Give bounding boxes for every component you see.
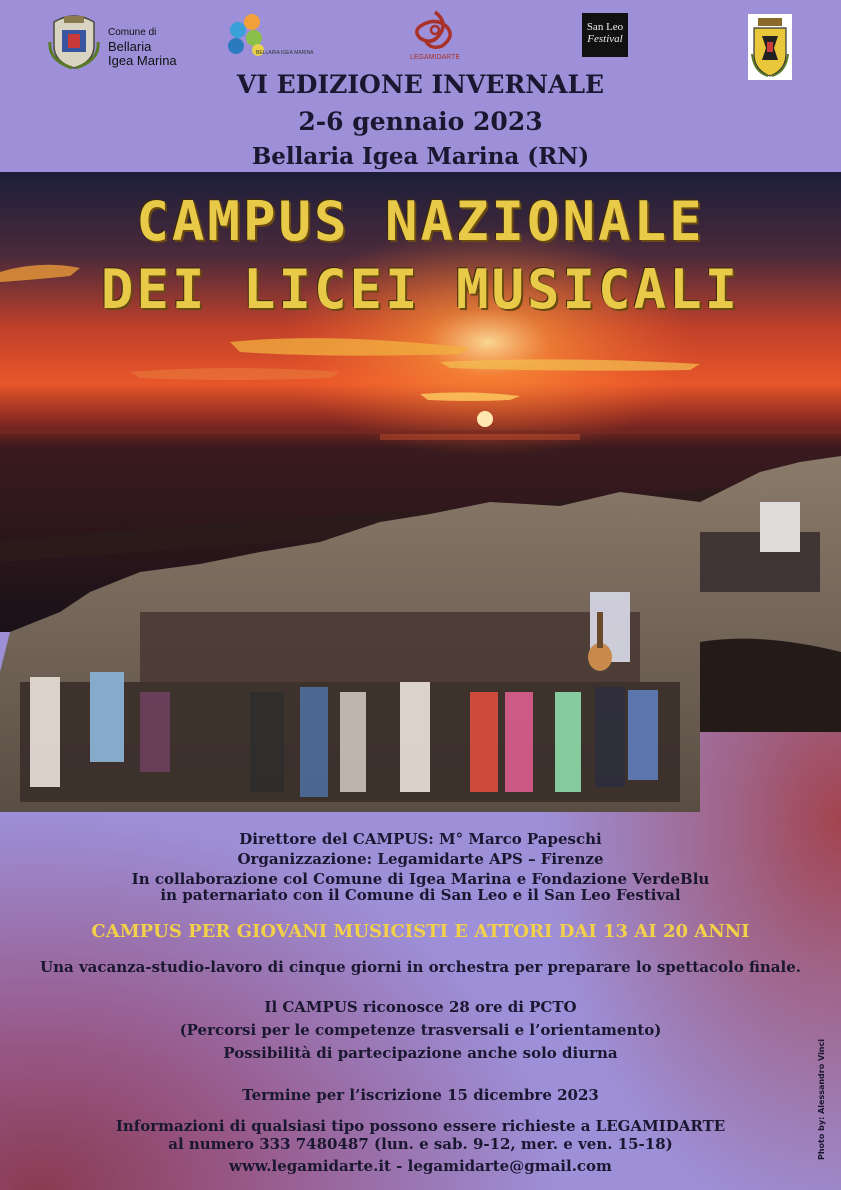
sanleo-festival-logo: [582, 13, 628, 57]
pcto-text-2: (Percorsi per le competenze trasversali e l’orientamento): [179, 1021, 662, 1039]
verdeblu-logo: [222, 12, 322, 62]
collaboration-text: In collaborazione col Comune di Igea Marina e Fondazione VerdeBlu: [131, 870, 710, 888]
campus-title-line1: CAMPUS NAZIONALE: [136, 190, 705, 253]
pcto-text-3: Possibilità di partecipazione anche solo diurna: [223, 1044, 618, 1062]
bellaria-label-small: Comune di: [108, 27, 157, 38]
bellaria-label-name2: Igea Marina: [108, 53, 177, 68]
contact-text-1: Informazioni di qualsiasi tipo possono essere richieste a LEGAMIDARTE: [115, 1117, 726, 1135]
contact-text-2: al numero 333 7480487 (lun. e sab. 9-12, mer. e ven. 15-18): [168, 1135, 673, 1153]
sanleo-label-2: Festival: [587, 33, 623, 45]
partnership-text: in paternariato con il Comune di San Leo e il San Leo Festival: [160, 886, 681, 904]
campus-title-line2: DEI LICEI MUSICALI: [100, 258, 741, 321]
bellaria-label-name1: Bellaria: [108, 39, 152, 54]
pcto-text-1: Il CAMPUS riconosce 28 ore di PCTO: [264, 998, 577, 1016]
legamidarte-knot-icon: [412, 8, 458, 52]
bellaria-logo: [48, 12, 198, 72]
photo-credit: [817, 1030, 829, 1160]
edition-heading: VI EDIZIONE INVERNALE: [236, 70, 605, 99]
organization-text: Organizzazione: Legamidarte APS – Firenze: [237, 850, 604, 868]
verdeblu-text: BELLARIA IGEA MARINA: [256, 50, 314, 56]
sanleo-label-1: San Leo: [586, 21, 624, 33]
bellaria-crest-icon: [48, 12, 100, 70]
logo-row: [0, 0, 841, 80]
web-contact-link[interactable]: www.legamidarte.it - legamidarte@gmail.com: [229, 1157, 612, 1175]
director-text: Direttore del CAMPUS: M° Marco Papeschi: [239, 830, 602, 848]
deadline-text: Termine per l’iscrizione 15 dicembre 2023: [242, 1086, 599, 1104]
photo-credit-text: Photo by: Alessandro Vinci: [817, 1039, 826, 1160]
dates-heading: 2-6 gennaio 2023: [298, 107, 543, 136]
legamidarte-logo: [410, 8, 460, 70]
description-text: Una vacanza-studio-lavoro di cinque giorni in orchestra per preparare lo spettacolo finale.: [40, 958, 801, 976]
legamidarte-label: LEGAMIDARTE: [410, 54, 461, 61]
audience-highlight: CAMPUS PER GIOVANI MUSICISTI E ATTORI DAI 13 AI 20 ANNI: [91, 921, 750, 942]
location-heading: Bellaria Igea Marina (RN): [251, 143, 590, 170]
